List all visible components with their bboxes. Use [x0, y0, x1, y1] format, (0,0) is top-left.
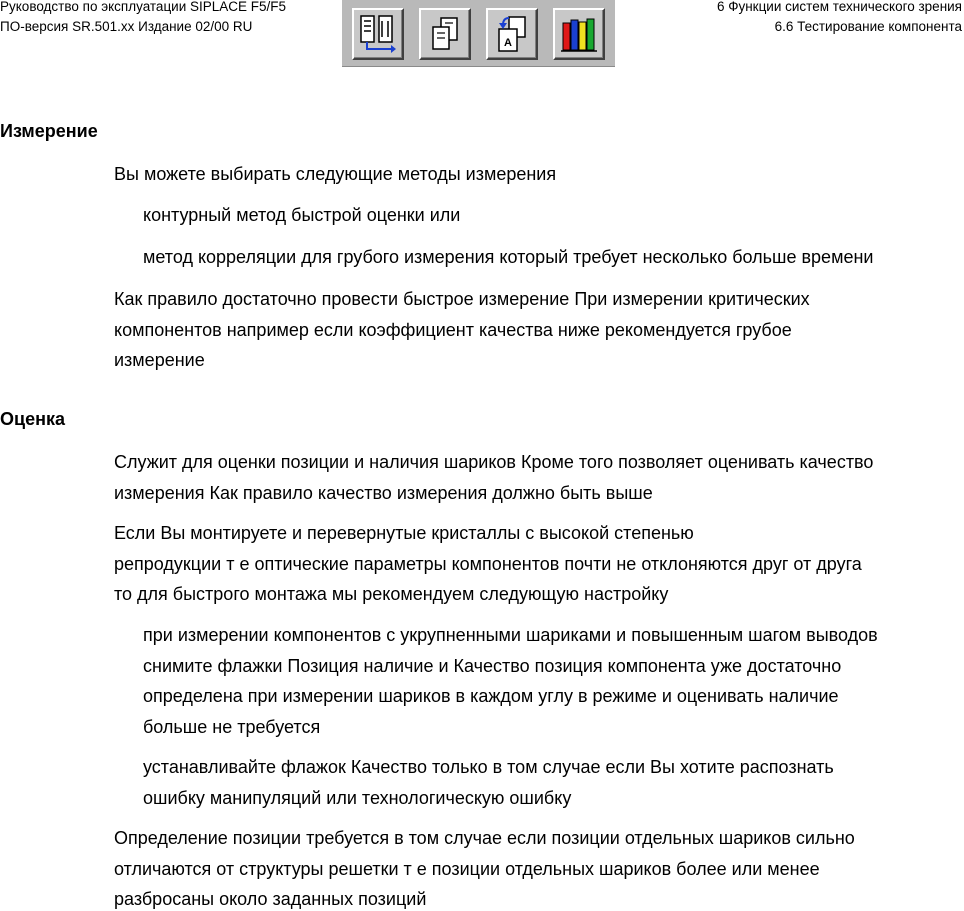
heading-measurement: Измерение	[0, 121, 98, 141]
evaluation-para-line: измерения Как правило качество измерения должно быть выше	[114, 482, 653, 503]
toolbar-image	[342, 0, 615, 67]
evaluation-bullet-line: снимите флажки Позиция наличие и Качество позиция компонента уже достаточно	[143, 655, 842, 676]
evaluation-para-1	[114, 447, 873, 508]
rotate-component-icon	[491, 13, 533, 55]
measurement-item-2: метод корреляции для грубого измерения который требует несколько больше времени	[143, 247, 874, 267]
evaluation-para-line: Если Вы монтируете и перевернутые кристаллы с высокой степенью	[114, 523, 694, 543]
evaluation-para-line: отличаются от структуры решетки т е позиции отдельных шариков более или менее	[114, 858, 820, 879]
evaluation-bullet-line: ошибку манипуляций или технологическую ошибку	[143, 787, 572, 808]
measurement-para-line: измерение	[114, 350, 205, 370]
measurement-para-line: компонентов например если коэффициент качества ниже рекомендуется грубое	[114, 319, 792, 340]
evaluation-para-line: то для быстрого монтажа мы рекомендуем следующую настройку	[114, 584, 669, 604]
evaluation-para-line: репродукции т е оптические параметры компонентов почти не отклоняются друг от друга	[114, 553, 862, 574]
measurement-para-line: Как правило достаточно провести быстрое измерение При измерении критических	[114, 289, 810, 309]
measurement-intro: Вы можете выбирать следующие методы измерения	[114, 164, 557, 184]
evaluation-bullet-line: при измерении компонентов с укрупненными шариками и повышенным шагом выводов	[143, 625, 878, 645]
measurement-item-1: контурный метод быстрой оценки или	[143, 205, 461, 225]
evaluation-para-3	[114, 823, 855, 911]
library-books-icon	[558, 13, 600, 55]
section-title: 6.6 Тестирование компонента	[774, 19, 962, 34]
evaluation-para-2	[114, 518, 862, 610]
header-right	[717, 0, 962, 37]
heading-evaluation: Оценка	[0, 409, 65, 429]
evaluation-bullet-2	[143, 752, 834, 813]
chapter-title: 6 Функции систем технического зрения	[716, 0, 962, 14]
toolbar-button-2	[419, 8, 471, 60]
evaluation-bullet-line: больше не требуется	[143, 716, 321, 737]
component-list-icon	[357, 13, 399, 55]
manual-title: Руководство по эксплуатации SIPLACE F5/F5	[0, 0, 287, 14]
evaluation-para-line: Определение позиции требуется в том случае если позиции отдельных шариков сильно	[114, 828, 855, 848]
evaluation-bullet-line: определена при измерении шариков в каждом углу в режиме и оценивать наличие	[143, 686, 839, 706]
toolbar-button-1	[352, 8, 404, 60]
evaluation-para-line: разбросаны около заданных позиций	[114, 889, 427, 909]
toolbar-button-3	[486, 8, 538, 60]
header-left	[0, 0, 286, 37]
software-version: ПО-версия SR.501.xx Издание 02/00 RU	[0, 19, 253, 34]
evaluation-bullet-line: устанавливайте флажок Качество только в том случае если Вы хотите распознать	[143, 757, 834, 777]
copy-pages-icon	[424, 13, 466, 55]
svg-text:A: A	[504, 37, 512, 49]
evaluation-para-line: Служит для оценки позиции и наличия шариков Кроме того позволяет оценивать качество	[114, 452, 874, 472]
toolbar-button-4	[553, 8, 605, 60]
evaluation-bullet-1	[143, 620, 878, 742]
measurement-para	[114, 284, 810, 376]
